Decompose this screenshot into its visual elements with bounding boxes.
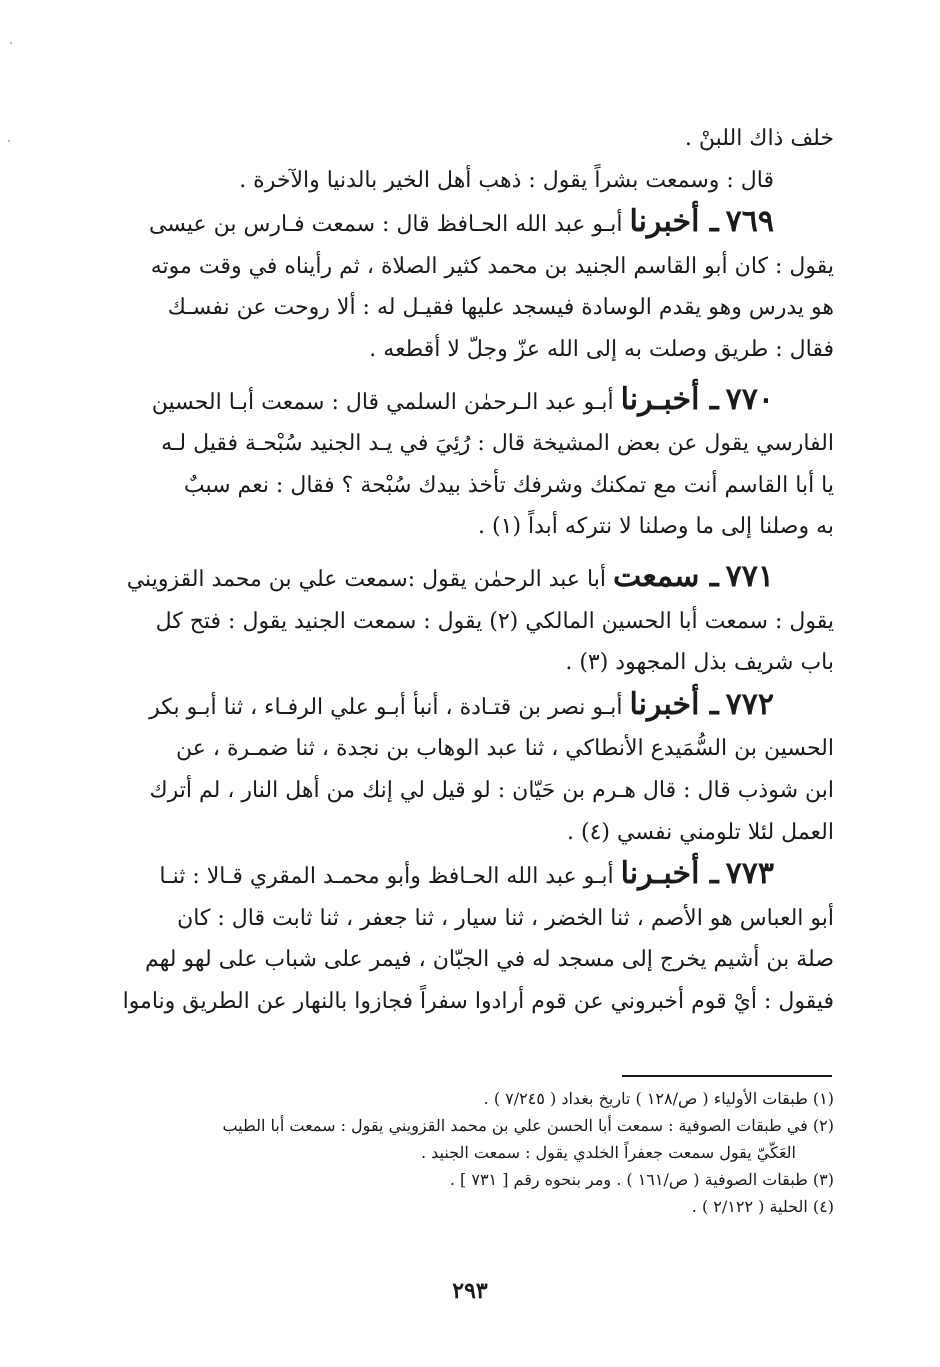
text-line: صلة بن أشيم يخرج إلى مسجد له في الجبّان ، فيمر على شباب على لهو لهم	[145, 947, 834, 973]
text-span: أبـو عبد الله الحـافظ وأبو محمـد المقري قـالا : ثنـا	[159, 864, 614, 890]
text-line: هو يدرس وهو يقدم الوسادة فيسجد عليها فقيـل له : ألا روحت عن نفسـك	[167, 295, 834, 321]
footnotes	[104, 1087, 834, 1222]
narration-lead-word: سمعت	[613, 558, 700, 594]
text-line: يا أبا القاسم أنت مع تمكنك وشرفك تأخذ بيدك سُبْحة ؟ فقال : نعم سببٌ	[183, 472, 834, 498]
text-line: فقال : طريق وصلت به إلى الله عزّ وجلّ لا أقطعه .	[369, 336, 834, 362]
narration-lead-word: أخبـرنا	[620, 856, 700, 892]
narration-769-first-line: ٧٦٩ ـ أخبرنا أبـو عبد الله الحـافظ قال : سمعت فـارس بن عيسى	[148, 204, 774, 240]
text-line: الفارسي يقول عن بعض المشيخة قال : رُئِيَ في يـد الجنيد سُبْحـة فقيل لـه	[161, 431, 834, 457]
text-span: أبا عبد الرحمٰن يقول :سمعت علي بن محمد القزويني	[126, 566, 606, 592]
text-span: أبـو عبد الـرحمٰن السلمي قال : سمعت أبـا الحسين	[151, 389, 614, 415]
main-text	[104, 118, 834, 1022]
narration-771-first-line: ٧٧١ ـ سمعت أبا عبد الرحمٰن يقول :سمعت علي بن محمد القزويني	[126, 558, 774, 594]
footnote-divider	[622, 1075, 832, 1077]
narration-number: ٧٦٩	[725, 204, 774, 240]
text-line: ابن شوذب قال : قال هـرم بن حَيّان : لو قيل لي إنك من أهل النار ، لم أترك	[149, 777, 834, 803]
text-line: يقول : سمعت أبا الحسين المالكي (٢) يقول : سمعت الجنيد يقول : فتح كل	[155, 608, 834, 634]
text-line: العمل لئلا تلومني نفسي (٤) .	[567, 819, 834, 845]
narration-lead-word: أخبرنا	[629, 686, 700, 722]
text-span: أبـو عبد الله الحـافظ قال : سمعت فـارس بن عيسى	[148, 212, 623, 238]
footnote-4: (٤) الحلية ( ٢/١٢٢ ) .	[691, 1197, 834, 1216]
narration-number: ٧٧١	[725, 558, 774, 594]
text-line: قال : وسمعت بشراً يقول : ذهب أهل الخير بالدنيا والآخرة .	[239, 167, 774, 193]
text-line: أبو العباس هو الأصم ، ثنا الخضر ، ثنا سيار ، ثنا جعفر ، ثنا ثابت قال : كان	[177, 905, 834, 931]
footnote-2: (٢) في طبقات الصوفية : سمعت أبا الحسن علي بن محمد القزويني يقول : سمعت أبا الطيب	[222, 1116, 834, 1135]
text-line: به وصلنا إلى ما وصلنا لا نتركه أبداً (١) .	[478, 514, 834, 540]
text-span: أبـو نصر بن قتـادة ، أنبأ أبـو علي الرفـاء ، ثنا أبـو بكر	[149, 694, 623, 720]
narration-773-first-line: ٧٧٣ ـ أخبـرنا أبـو عبد الله الحـافظ وأبو محمـد المقري قـالا : ثنـا	[159, 856, 774, 892]
text-line: باب شريف بذل المجهود (٣) .	[565, 650, 834, 676]
scan-speck	[8, 140, 10, 142]
text-line: يقول : كان أبو القاسم الجنيد بن محمد كثير الصلاة ، ثم رأيناه في وقت موته	[150, 253, 834, 279]
narration-number: ٧٧٢	[725, 686, 774, 722]
text-line: خلف ذاك اللبنْ .	[684, 126, 834, 151]
text-line: الحسين بن السُّمَيدع الأنطاكي ، ثنا عبد الوهاب بن نجدة ، ثنا ضمـرة ، عن	[175, 736, 834, 762]
scan-speck	[10, 42, 12, 44]
text-line: فيقول : أيْ قوم أخبروني عن قوم أرادوا سفراً فجازوا بالنهار عن الطريق وناموا	[122, 988, 834, 1014]
narration-number: ٧٧٠	[725, 381, 774, 417]
narration-770-first-line: ٧٧٠ ـ أخبـرنا أبـو عبد الـرحمٰن السلمي قال : سمعت أبـا الحسين	[151, 381, 774, 417]
footnote-1: (١) طبقات الأولياء ( ص/١٢٨ ) تاريخ بغداد ( ٧/٢٤٥ ) .	[483, 1089, 834, 1108]
narration-lead-word: أخبـرنا	[620, 381, 700, 417]
narration-772-first-line: ٧٧٢ ـ أخبرنا أبـو نصر بن قتـادة ، أنبأ أبـو علي الرفـاء ، ثنا أبـو بكر	[149, 686, 774, 722]
footnote-3: (٣) طبقات الصوفية ( ص/١٦١ ) . ومر بنحوه رقم [ ٧٣١ ] .	[449, 1170, 834, 1189]
footnote-2-continued: العَكّيّ يقول سمعت جعفراً الخلدي يقول : سمعت الجنيد .	[420, 1143, 796, 1162]
narration-lead-word: أخبرنا	[629, 204, 700, 240]
page-number: ٢٩٣	[452, 1278, 488, 1304]
narration-number: ٧٧٣	[725, 856, 774, 892]
